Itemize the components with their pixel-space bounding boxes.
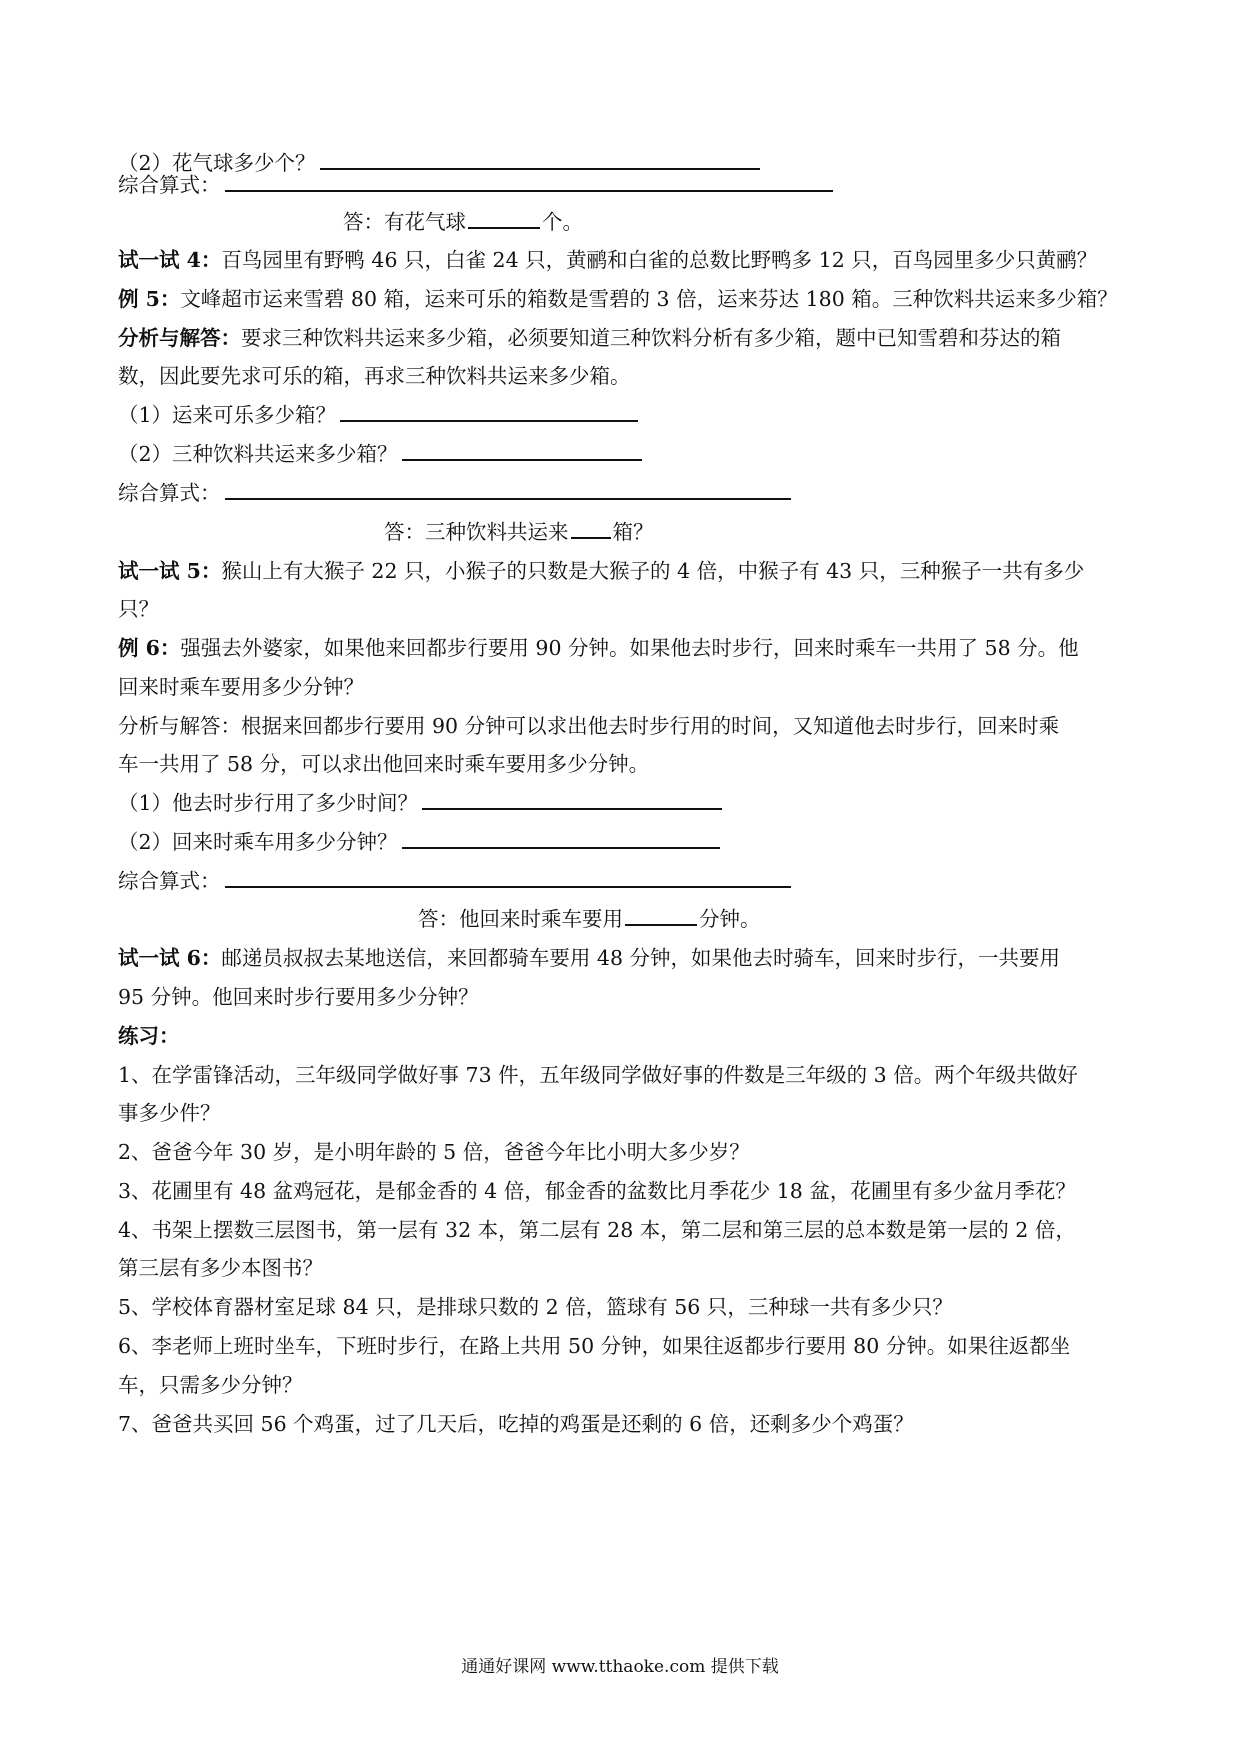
answer-unit: 箱？: [612, 520, 654, 544]
question-line: [118, 437, 1128, 471]
practice-text: 猴山上有大猴子 22 只，小猴子的只数是大猴子的 4 倍，中猴子有 43 只，三种猴子一共有多少: [221, 559, 1085, 583]
practice-line: [118, 554, 1128, 588]
practice-text: 只？: [118, 597, 159, 621]
formula-blank[interactable]: [225, 478, 791, 500]
answer-blank[interactable]: [625, 904, 697, 926]
practice-line: [118, 941, 1128, 975]
question-text: （2）三种饮料共运来多少箱？: [118, 442, 398, 466]
exercise-item: 车，只需多少分钟？: [118, 1373, 303, 1397]
practice-line: [118, 243, 1128, 277]
analysis-text: 分析与解答：根据来回都步行要用 90 分钟可以求出他去时步行用的时间，又知道他去时步行，回来时乘: [118, 714, 1060, 738]
formula-label: 综合算式：: [118, 481, 221, 505]
exercise-item: 4、书架上摆数三层图书，第一层有 32 本，第二层有 28 本，第二层和第三层的总本数是第一层的 2 倍，: [118, 1218, 1076, 1242]
question-line: [118, 786, 1128, 820]
answer-blank[interactable]: [571, 517, 611, 539]
exercise-item: 第三层有多少本图书？: [118, 1256, 323, 1280]
answer-line: [343, 205, 1240, 239]
exercise-item: 事多少件？: [118, 1101, 221, 1125]
analysis-text: 车一共用了 58 分，可以求出他回来时乘车要用多少分钟。: [118, 752, 650, 776]
exercise-item: 3、花圃里有 48 盆鸡冠花，是郁金香的 4 倍，郁金香的盆数比月季花少 18 盆，花圃里有多少盆月季花？: [118, 1179, 1076, 1203]
question-text: （1）运来可乐多少箱？: [118, 403, 337, 427]
formula-label: 综合算式：: [118, 869, 221, 893]
answer-text: 答：有花气球: [343, 210, 466, 234]
answer-unit: 分钟。: [699, 907, 761, 931]
practice-text: 百鸟园里有野鸭 46 只，白雀 24 只，黄鹂和白雀的总数比野鸭多 12 只，百鸟园里多少只黄鹂？: [221, 248, 1098, 272]
exercise-heading: 练习：: [118, 1024, 180, 1048]
analysis-label: 分析与解答：: [118, 326, 241, 350]
formula-line: [118, 476, 1128, 510]
formula-label: 综合算式：: [118, 173, 221, 197]
question-text: （1）他去时步行用了多少时间？: [118, 791, 419, 815]
answer-blank[interactable]: [340, 400, 638, 422]
exercise-item: 7、爸爸共买回 56 个鸡蛋，过了几天后，吃掉的鸡蛋是还剩的 6 倍，还剩多少个鸡蛋？: [118, 1412, 914, 1436]
question-line: [118, 398, 1128, 432]
practice-label: 试一试 5：: [118, 559, 222, 583]
example-text: 文峰超市运来雪碧 80 箱，运来可乐的箱数是雪碧的 3 倍，运来芬达 180 箱。三种饮料共运来多少箱？: [180, 287, 1118, 311]
exercise-item: 6、李老师上班时坐车，下班时步行，在路上共用 50 分钟，如果往返都步行要用 80 分钟。如果往返都坐: [118, 1334, 1071, 1358]
answer-unit: 个。: [542, 210, 583, 234]
question-line: [118, 825, 1128, 859]
page-footer: 通通好课网 www.tthaoke.com 提供下载: [461, 1657, 779, 1677]
answer-blank[interactable]: [468, 207, 540, 229]
answer-line: [384, 515, 1240, 549]
example-line: [118, 631, 1128, 665]
answer-blank[interactable]: [402, 827, 720, 849]
practice-text: 95 分钟。他回来时步行要用多少分钟？: [118, 985, 479, 1009]
analysis-line: [118, 321, 1128, 355]
practice-text: 邮递员叔叔去某地送信，来回都骑车要用 48 分钟，如果他去时骑车，回来时步行，一共要用: [221, 946, 1061, 970]
answer-text: 答：三种饮料共运来: [384, 520, 569, 544]
formula-blank[interactable]: [225, 170, 833, 192]
example-line: [118, 282, 1128, 316]
example-text: 强强去外婆家，如果他来回都步行要用 90 分钟。如果他去时步行，回来时乘车一共用了 58 分。他: [180, 636, 1079, 660]
formula-line: [118, 168, 1128, 202]
answer-blank[interactable]: [422, 788, 722, 810]
question-text: （2）回来时乘车用多少分钟？: [118, 830, 398, 854]
answer-line: [418, 902, 1240, 936]
formula-blank[interactable]: [225, 866, 791, 888]
exercise-item: 5、学校体育器材室足球 84 只，是排球只数的 2 倍，篮球有 56 只，三种球一共有多少只？: [118, 1295, 953, 1319]
exercise-item: 2、爸爸今年 30 岁，是小明年龄的 5 倍，爸爸今年比小明大多少岁？: [118, 1140, 750, 1164]
example-label: 例 6：: [118, 636, 181, 660]
analysis-text: 要求三种饮料共运来多少箱，必须要知道三种饮料分析有多少箱，题中已知雪碧和芬达的箱: [241, 326, 1061, 350]
practice-label: 试一试 6：: [118, 946, 222, 970]
example-text: 回来时乘车要用多少分钟？: [118, 675, 364, 699]
answer-blank[interactable]: [320, 148, 760, 170]
answer-blank[interactable]: [402, 439, 642, 461]
practice-label: 试一试 4：: [118, 248, 222, 272]
example-label: 例 5：: [118, 287, 181, 311]
exercise-item: 1、在学雷锋活动，三年级同学做好事 73 件，五年级同学做好事的件数是三年级的 3 倍。两个年级共做好: [118, 1063, 1078, 1087]
answer-text: 答：他回来时乘车要用: [418, 907, 623, 931]
question-text: （2）花气球多少个？: [118, 151, 316, 175]
analysis-text: 数，因此要先求可乐的箱，再求三种饮料共运来多少箱。: [118, 364, 631, 388]
formula-line: [118, 864, 1128, 898]
